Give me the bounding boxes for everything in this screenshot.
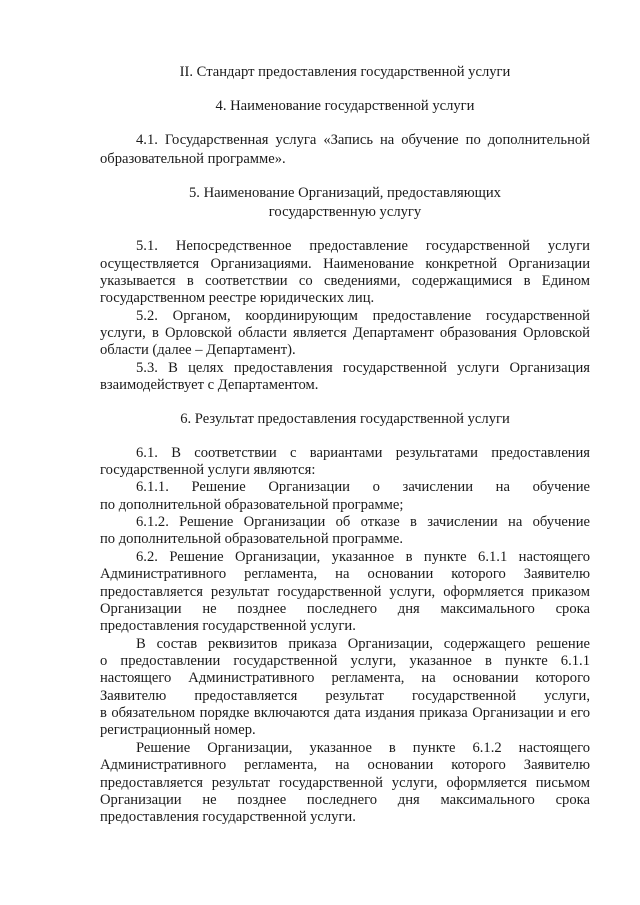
paragraph-6-1-1-line: по дополнительной образовательной программе; [100,497,404,513]
paragraph-5-2-line: области (далее – Департамент). [100,342,296,358]
paragraph-4-1-line: 4.1. Государственная услуга «Запись на обучение по дополнительной [136,132,590,148]
heading-6: 6. Результат предоставления государственной услуги [180,411,510,427]
paragraph-6-2-requisites-line: Заявителю предоставляется результат государственной услуги, [100,688,590,704]
paragraph-6-2-letter-line: Организации не позднее последнего дня максимального срока [100,792,590,808]
paragraph-6-2-line: 6.2. Решение Организации, указанное в пункте 6.1.1 настоящего [136,549,590,565]
paragraph-6-2-line: Организации не позднее последнего дня максимального срока [100,601,590,617]
paragraph-6-2-letter-line: Административного регламента, на основании которого Заявителю [100,757,590,773]
paragraph-5-3-line: 5.3. В целях предоставления государственной услуги Организация [136,360,590,376]
paragraph-6-1-2-line: по дополнительной образовательной программе. [100,531,404,547]
paragraph-5-1-line: государственном реестре юридических лиц. [100,290,375,306]
paragraph-6-1-line: государственной услуги являются: [100,462,316,478]
paragraph-5-1-line: указывается в соответствии со сведениями, содержащимися в Едином [100,273,590,289]
paragraph-5-3-line: взаимодействует с Департаментом. [100,377,319,393]
paragraph-6-2-requisites-line: регистрационный номер. [100,722,256,738]
paragraph-4-1-line: образовательной программе». [100,151,286,167]
heading-5: 5. Наименование Организаций, предоставляющих [189,185,501,201]
paragraph-5-2-line: услуги, в Орловской области является Департамент образования Орловской [100,325,590,341]
paragraph-6-1-line: 6.1. В соответствии с вариантами результатами предоставления [136,445,590,461]
paragraph-6-2-requisites-line: В состав реквизитов приказа Организации, содержащего решение [136,636,590,652]
paragraph-6-2-letter-line: предоставляется результат государственной услуги, оформляется письмом [100,775,590,791]
paragraph-6-2-letter-line: Решение Организации, указанное в пункте 6.1.2 настоящего [136,740,590,756]
paragraph-6-2-line: предоставления государственной услуги. [100,618,356,634]
paragraph-5-1-line: 5.1. Непосредственное предоставление государственной услуги [136,238,590,254]
section-title: II. Стандарт предоставления государственной услуги [179,64,511,80]
paragraph-6-2-line: Административного регламента, на основании которого Заявителю [100,566,590,582]
paragraph-5-2-line: 5.2. Органом, координирующим предоставление государственной [136,308,590,324]
heading-5: государственную услугу [268,204,422,220]
paragraph-6-1-2-line: 6.1.2. Решение Организации об отказе в зачислении на обучение [136,514,590,530]
paragraph-6-1-1-line: 6.1.1. Решение Организации о зачислении на обучение [136,479,590,495]
heading-4: 4. Наименование государственной услуги [215,98,475,114]
paragraph-5-1-line: осуществляется Организациями. Наименование конкретной Организации [100,256,590,272]
paragraph-6-2-requisites-line: о предоставлении государственной услуги, указанное в пункте 6.1.1 [100,653,590,669]
paragraph-6-2-requisites-line: в обязательном порядке включаются дата издания приказа Организации и его [100,705,590,721]
paragraph-6-2-letter-line: предоставления государственной услуги. [100,809,356,825]
paragraph-6-2-requisites-line: настоящего Административного регламента, на основании которого [100,670,590,686]
paragraph-6-2-line: предоставляется результат государственной услуги, оформляется приказом [100,584,590,600]
